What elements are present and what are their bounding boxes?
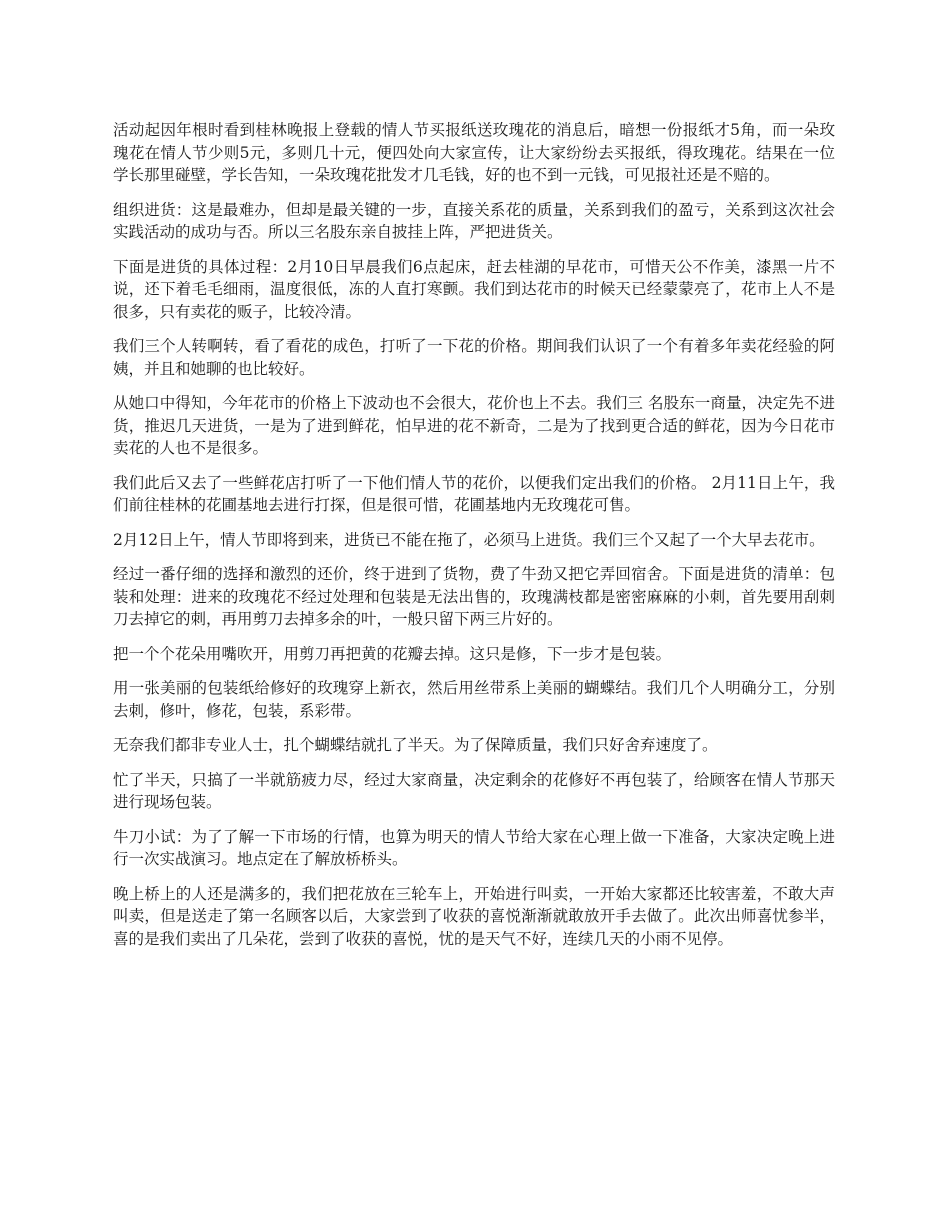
paragraph-bridge-sales: 晚上桥上的人还是满多的，我们把花放在三轮车上，开始进行叫卖，一开始大家都还比较害羞，不敢大声叫卖，但是送走了第一名顾客以后，大家尝到了收获的喜悦渐渐就敢放开手去做了。此次出师喜忧参半，喜的是我们卖出了几朵花，尝到了收获的喜悦，忧的是天气不好，连续几天的小雨不见停。: [113, 884, 835, 948]
paragraph-exhausted: 忙了半天，只搞了一半就筋疲力尽，经过大家商量，决定剩余的花修好不再包装了，给顾客在情人节那天进行现场包装。: [113, 770, 835, 811]
paragraph-purchasing: 组织进货：这是最难办，但却是最关键的一步，直接关系花的质量，关系到我们的盈亏，关系到这次社会实践活动的成功与否。所以三名股东亲自披挂上阵，严把进货关。: [113, 200, 835, 241]
paragraph-origin: 活动起因年根时看到桂林晚报上登载的情人节买报纸送玫瑰花的消息后，暗想一份报纸才5角，而一朵玫瑰花在情人节少则5元，多则几十元，便四处向大家宣传，让大家纷纷去买报纸，得玫瑰花。结果在一位学长那里碰壁，学长告知，一朵玫瑰花批发才几毛钱，好的也不到一元钱，可见报社还是不赔的。: [113, 121, 835, 184]
paragraph-purchase-process: 下面是进货的具体过程：2月10日早晨我们6点起床，赶去桂湖的早花市，可惜天公不作美，漆黑一片不说，还下着毛毛细雨，温度很低，冻的人直打寒颤。我们到达花市的时候天已经蒙蒙亮了，花市上人不是很多，只有卖花的贩子，比较冷清。: [113, 257, 835, 321]
paragraph-processing: 经过一番仔细的选择和激烈的还价，终于进到了货物，费了牛劲又把它弄回宿舍。下面是进货的清单：包装和处理：进来的玫瑰花不经过处理和包装是无法出售的，玫瑰满枝都是密密麻麻的小刺，首先要用刮刺刀去掉它的刺，再用剪刀去掉多余的叶，一般只留下两三片好的。: [113, 565, 835, 628]
document-body: [113, 119, 835, 962]
paragraph-price-info: 从她口中得知，今年花市的价格上下波动也不会很大，花价也上不去。我们三 名股东一商量，决定先不进货，推迟几天进货，一是为了进到鲜花，怕早进的花不新奇，二是为了找到更合适的鲜花，因为今日花市卖花的人也不是很多。: [113, 394, 835, 457]
paragraph-flower-shops: 我们此后又去了一些鲜花店打听了一下他们情人节的花价，以便我们定出我们的价格。 2月11日上午，我们前往桂林的花圃基地去进行打探，但是很可惜，花圃基地内无玫瑰花可售。: [113, 473, 835, 514]
paragraph-trial-run: 牛刀小试：为了了解一下市场的行情，也算为明天的情人节给大家在心理上做一下准备，大家决定晚上进行一次实战演习。地点定在了解放桥桥头。: [113, 827, 835, 868]
paragraph-wrapping: 用一张美丽的包装纸给修好的玫瑰穿上新衣，然后用丝带系上美丽的蝴蝶结。我们几个人明确分工，分别去刺，修叶，修花，包装，系彩带。: [113, 679, 835, 720]
paragraph-trimming: 把一个个花朵用嘴吹开，用剪刀再把黄的花瓣去掉。这只是修，下一步才是包装。: [113, 644, 672, 663]
paragraph-market-visit: 我们三个人转啊转，看了看花的成色，打听了一下花的价格。期间我们认识了一个有着多年卖花经验的阿姨，并且和她聊的也比较好。: [113, 337, 835, 378]
paragraph-feb-12: 2月12日上午，情人节即将到来，进货已不能在拖了，必须马上进货。我们三个又起了一个大早去花市。: [113, 530, 825, 549]
paragraph-bows: 无奈我们都非专业人士，扎个蝴蝶结就扎了半天。为了保障质量，我们只好舍弃速度了。: [113, 736, 718, 754]
